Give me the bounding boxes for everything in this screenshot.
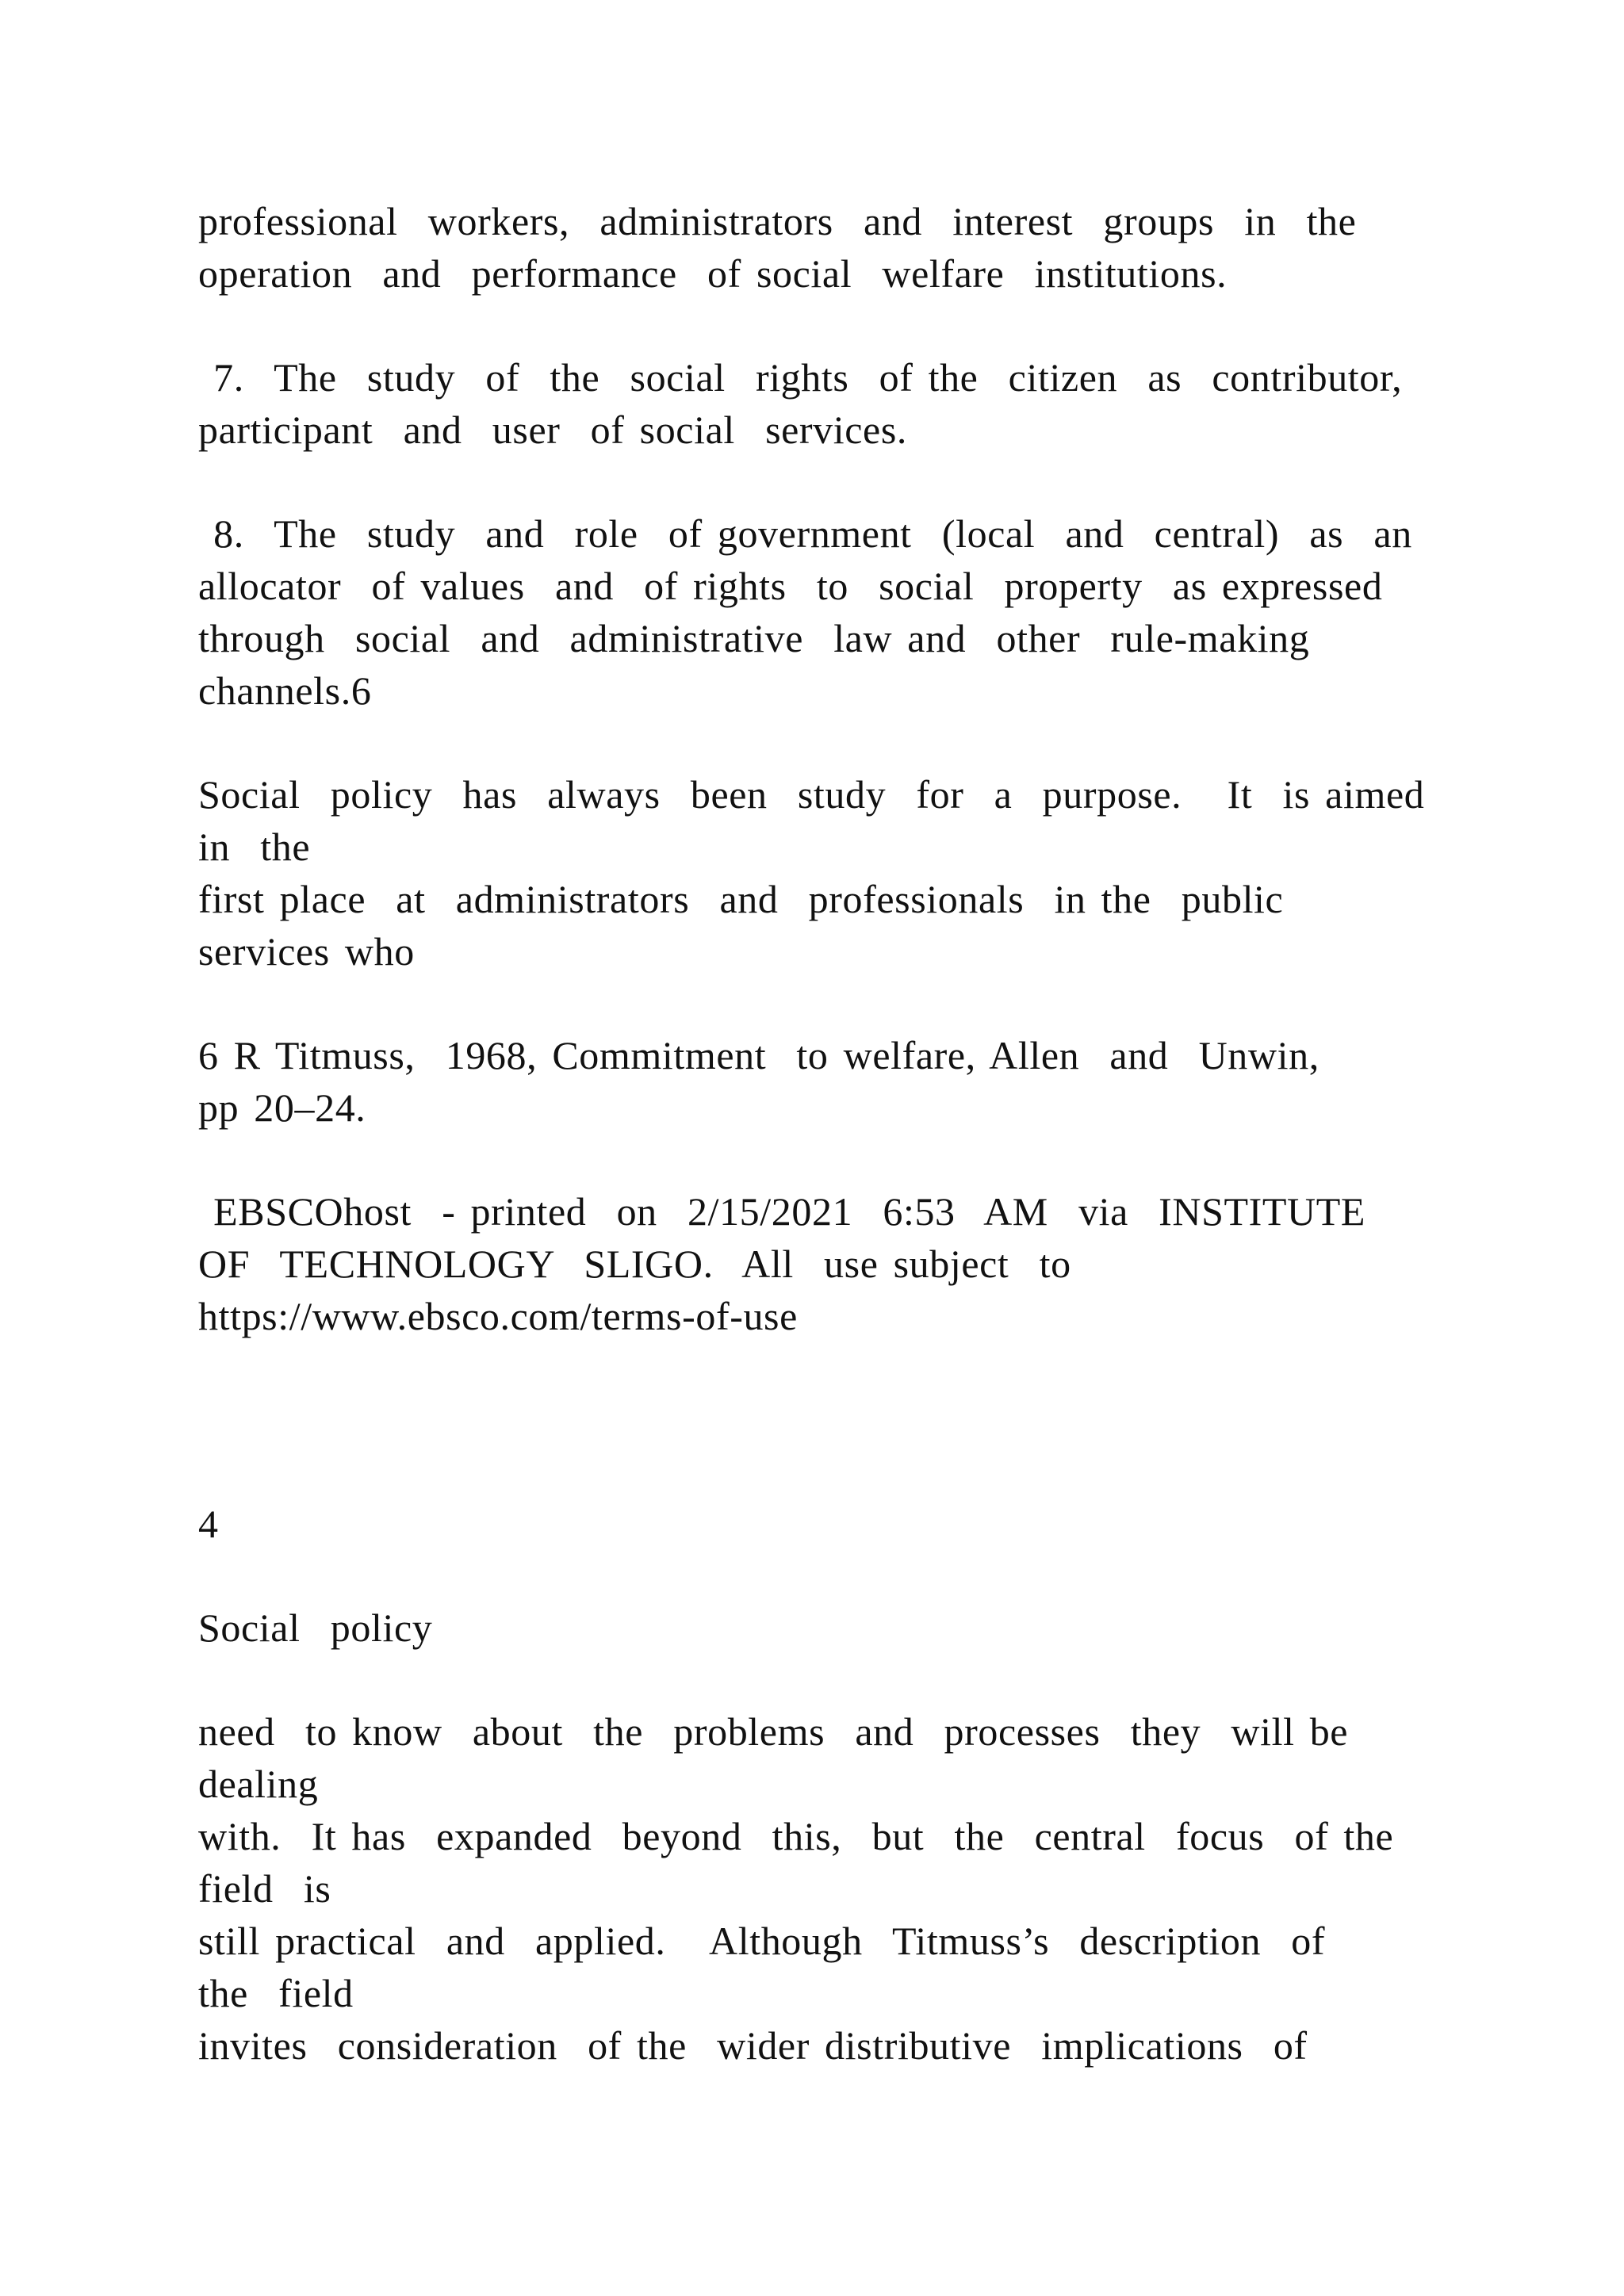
footnote-line: pp 20–24. (198, 1085, 366, 1130)
ebsco-terms-link[interactable]: https://www.ebsco.com/terms-of-use (198, 1294, 798, 1338)
list-item-8-line: 8. The study and role of government (local and central) as an (198, 511, 1412, 556)
body-text-line: first place at administrators and professionals in the public (198, 877, 1284, 921)
body-text-line: Social policy has always been study for a purpose. It is aimed (198, 772, 1425, 817)
running-header: Social policy (198, 1605, 433, 1650)
body-text-line: with. It has expanded beyond this, but the central focus of the (198, 1814, 1394, 1858)
body-text-line: still practical and applied. Although Titmuss’s description of (198, 1919, 1326, 1963)
ebsco-notice-line: OF TECHNOLOGY SLIGO. All use subject to (198, 1242, 1071, 1286)
body-text-line: professional workers, administrators and interest groups in the (198, 199, 1357, 243)
body-text-line: dealing (198, 1762, 319, 1806)
body-text-line: in the (198, 825, 311, 869)
footnote-line: 6 R Titmuss, 1968, Commitment to welfare, Allen and Unwin, (198, 1033, 1320, 1077)
list-item-8-line: allocator of values and of rights to social property as expressed (198, 564, 1383, 608)
page-number: 4 (198, 1502, 219, 1546)
list-item-7-line: participant and user of social services. (198, 408, 907, 452)
list-item-8-line: through social and administrative law and other rule-making (198, 616, 1310, 660)
body-text-line: services who (198, 929, 415, 974)
ebsco-notice-line: EBSCOhost - printed on 2/15/2021 6:53 AM via INSTITUTE (198, 1189, 1366, 1234)
body-text-line: operation and performance of social welfare institutions. (198, 251, 1228, 296)
body-text-line: invites consideration of the wider distributive implications of (198, 2023, 1308, 2068)
body-text-line: field is (198, 1866, 331, 1911)
body-text-line: need to know about the problems and processes they will be (198, 1709, 1349, 1754)
list-item-8-line: channels.6 (198, 668, 372, 713)
list-item-7-line: 7. The study of the social rights of the citizen as contributor, (198, 355, 1403, 400)
body-text-line: the field (198, 1971, 354, 2015)
